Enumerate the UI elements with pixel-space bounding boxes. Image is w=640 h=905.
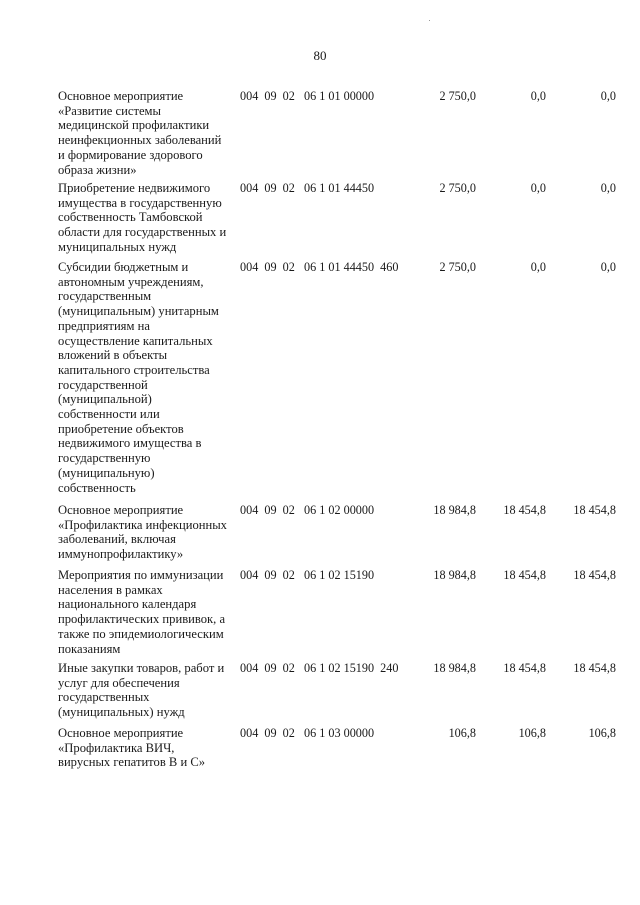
row-code: 004 09 02 06 1 01 44450 460 <box>240 260 399 274</box>
row-value-3: 18 454,8 <box>573 503 616 517</box>
row-value-2: 106,8 <box>518 726 546 740</box>
row-name: Приобретение недвижимого имущества в государственную собственность Тамбовской области для государственных и муниципальных нужд <box>58 181 227 254</box>
row-name: Основное мероприятие «Развитие системы медицинской профилактики неинфекционных заболеваний и формирование здорового образа жизни» <box>58 89 222 177</box>
row-value-2: 0,0 <box>530 181 546 195</box>
row-value-2: 18 454,8 <box>503 568 546 582</box>
row-value-3: 0,0 <box>600 260 616 274</box>
page-number: 80 <box>313 48 327 63</box>
row-value-2: 18 454,8 <box>503 503 546 517</box>
row-value-1: 18 984,8 <box>433 568 476 582</box>
row-value-2: 0,0 <box>530 89 546 103</box>
row-value-1: 106,8 <box>448 726 476 740</box>
row-value-3: 18 454,8 <box>573 568 616 582</box>
row-value-1: 2 750,0 <box>439 260 476 274</box>
row-value-3: 0,0 <box>600 181 616 195</box>
row-code: 004 09 02 06 1 01 44450 <box>240 181 375 195</box>
row-value-3: 106,8 <box>588 726 616 740</box>
row-value-3: 0,0 <box>600 89 616 103</box>
row-code: 004 09 02 06 1 03 00000 <box>240 726 375 740</box>
row-code: 004 09 02 06 1 02 15190 240 <box>240 661 399 675</box>
row-value-1: 2 750,0 <box>439 181 476 195</box>
row-name: Основное мероприятие «Профилактика ВИЧ, вирусных гепатитов В и С» <box>58 726 206 770</box>
row-value-1: 2 750,0 <box>439 89 476 103</box>
row-name: Мероприятия по иммунизации населения в рамках национального календаря профилактических прививок, а также по эпидемиологическим показаниям <box>58 568 226 656</box>
row-name: Иные закупки товаров, работ и услуг для обеспечения государственных (муниципальных) нужд <box>58 661 225 720</box>
row-value-2: 18 454,8 <box>503 661 546 675</box>
row-value-1: 18 984,8 <box>433 503 476 517</box>
row-name: Основное мероприятие «Профилактика инфекционных заболеваний, включая иммунопрофилактику» <box>58 503 227 562</box>
scan-speck <box>429 20 430 21</box>
row-code: 004 09 02 06 1 02 00000 <box>240 503 375 517</box>
row-code: 004 09 02 06 1 02 15190 <box>240 568 375 582</box>
row-value-2: 0,0 <box>530 260 546 274</box>
row-value-1: 18 984,8 <box>433 661 476 675</box>
row-code: 004 09 02 06 1 01 00000 <box>240 89 375 103</box>
row-value-3: 18 454,8 <box>573 661 616 675</box>
row-name: Субсидии бюджетным и автономным учреждениям, государственным (муниципальным) унитарным предприятиям на осуществление капитальных вложений в объекты капитального строительства государственной (муниципальной) собственности или приобретение объектов недвижимого имущества в государственную (муниципальную) собственность <box>58 260 219 495</box>
